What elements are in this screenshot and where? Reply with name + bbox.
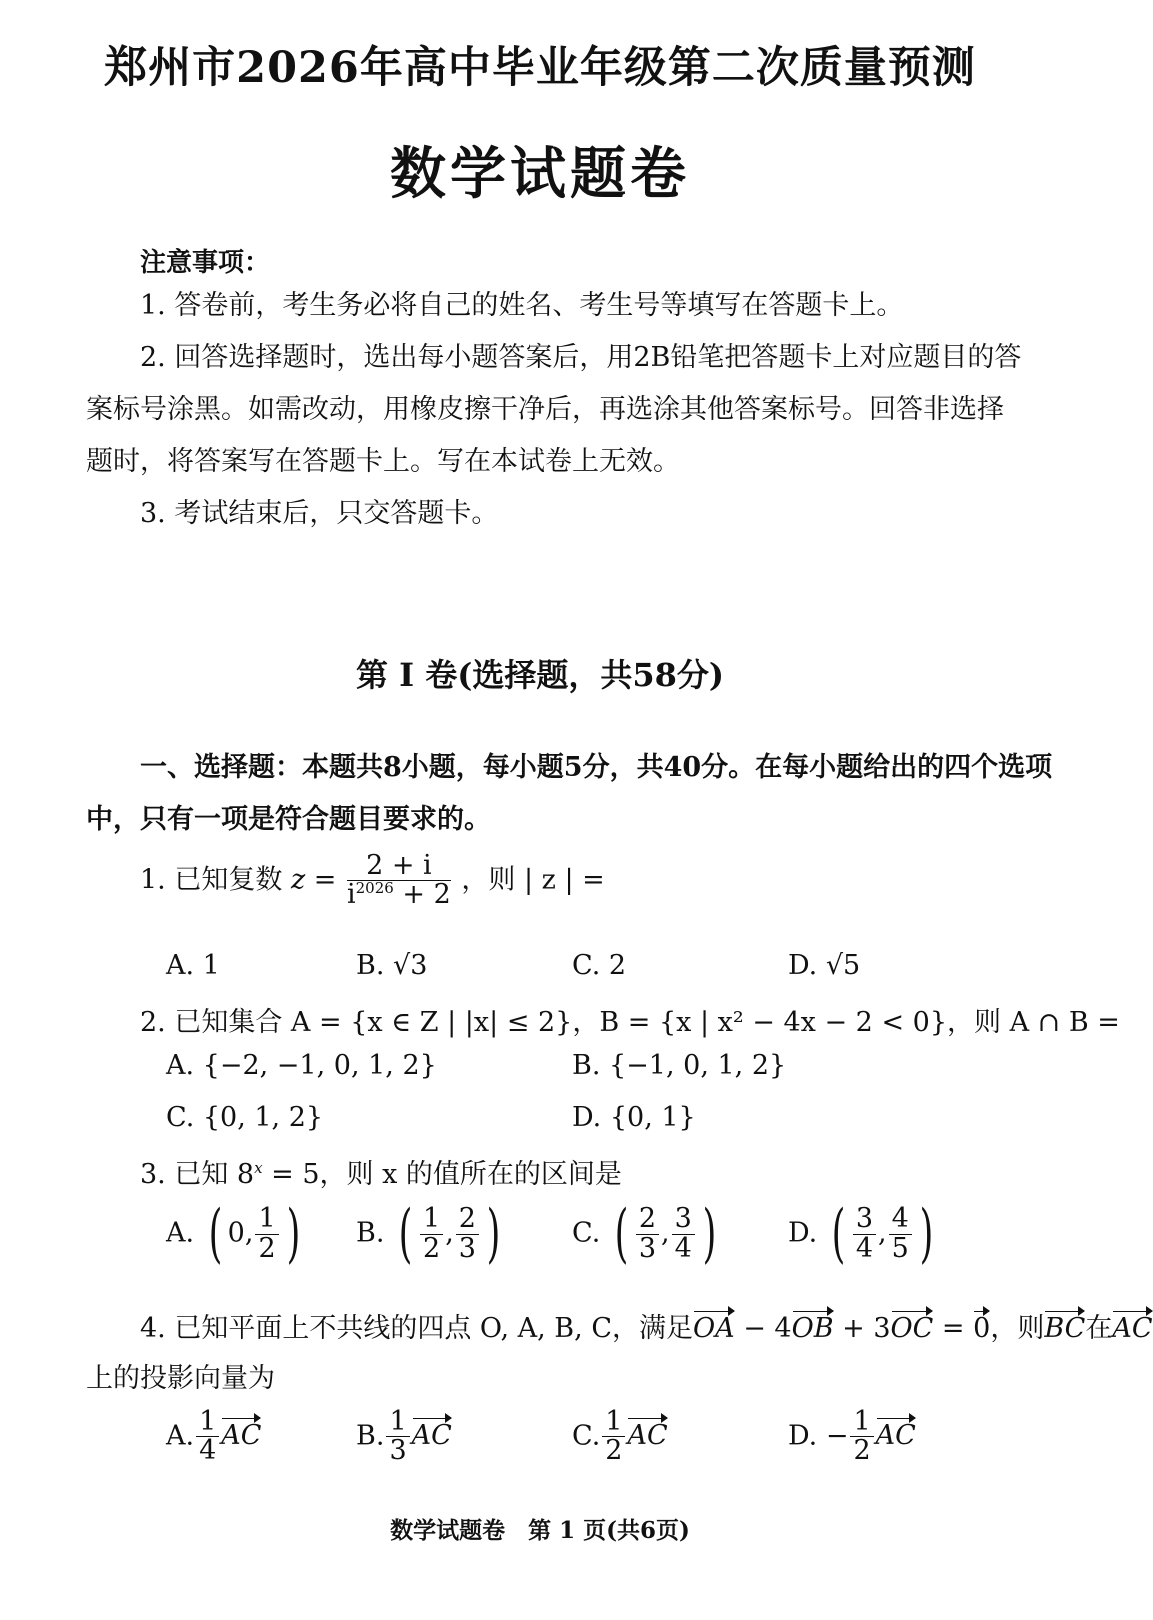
q1-option-a: A. 1 [166, 950, 220, 981]
q1-numerator: 2 + i [347, 852, 451, 881]
q3-c-label: C. [572, 1217, 601, 1249]
vector-oa: OA [692, 1313, 735, 1344]
q3-d-fraction-1 [853, 1205, 876, 1263]
q1-option-b: B. √3 [356, 950, 428, 981]
q4-d-fraction [850, 1408, 873, 1466]
q3-a-left: 0 [227, 1217, 245, 1249]
exam-title: 郑州市2026年高中毕业年级第二次质量预测 [104, 43, 976, 93]
q4-a-fraction [196, 1408, 219, 1466]
q3-b-close-paren: ) [486, 1197, 501, 1271]
q4-c-label: C. [572, 1420, 601, 1452]
question-1 [140, 852, 605, 910]
vector-ac: AC [1112, 1313, 1153, 1344]
q4-option-c [572, 1408, 668, 1466]
q1-den-rest: + 2 [393, 879, 451, 911]
q3-option-a [166, 1197, 306, 1271]
q1-fraction [347, 852, 451, 910]
note-2-line-2: 案标号涂黑。如需改动，用橡皮擦干净后，再选涂其他答案标号。回答非选择 [86, 394, 1004, 425]
q3-b-comma: , [445, 1217, 454, 1249]
note-2-line-1: 2. 回答选择题时，选出每小题答案后，用2B铅笔把答题卡上对应题目的答 [140, 342, 1022, 373]
vector-ob: OB [791, 1313, 834, 1344]
q4-on: 在 [1085, 1313, 1113, 1344]
q3-c-den-1: 3 [638, 1232, 657, 1264]
q3-option-b [356, 1197, 506, 1271]
q3-c-fraction-1 [636, 1205, 659, 1263]
q1-suffix: ，则 | z | = [461, 864, 605, 896]
q3-b-num-2: 2 [456, 1205, 479, 1234]
q3-option-d [788, 1197, 939, 1271]
q4-a-num: 1 [196, 1408, 219, 1437]
q3-d-open-paren: ( [831, 1197, 846, 1271]
q3-a-comma: , [244, 1217, 254, 1249]
q1-denominator [347, 881, 451, 909]
q4-b-fraction [386, 1408, 409, 1466]
page-footer: 数学试题卷 第 1 页(共6页) [390, 1517, 690, 1544]
q2-option-b: B. {−1, 0, 1, 2} [572, 1050, 787, 1081]
q1-var: z [290, 864, 306, 896]
q3-exponent: x [254, 1159, 263, 1177]
question-4-line-2: 上的投影向量为 [86, 1363, 275, 1394]
q3-a-close-paren: ) [286, 1197, 300, 1271]
q3-b-num-1: 1 [420, 1205, 443, 1234]
q1-den-exp: 2026 [355, 879, 394, 898]
q3-a-open-paren: ( [208, 1197, 223, 1271]
q1-den-base: i [346, 879, 356, 911]
q4-b-vector: AC [411, 1420, 452, 1452]
zero-vector: 0 [973, 1313, 991, 1344]
question-3 [140, 1152, 622, 1191]
q4-d-label: D. − [788, 1420, 849, 1452]
q4-option-b [356, 1408, 452, 1466]
q4-plus: + 3 [833, 1313, 891, 1344]
q4-option-a [166, 1408, 261, 1466]
q2-option-d: D. {0, 1} [572, 1102, 696, 1133]
q3-d-fraction-2 [889, 1205, 912, 1263]
q3-c-num-1: 2 [636, 1205, 659, 1234]
q4-c-den: 2 [605, 1435, 623, 1467]
part1-instructions-line-2: 中，只有一项是符合题目要求的。 [86, 804, 491, 835]
q1-prefix: 1. 已知复数 [140, 864, 283, 896]
q4-option-d [788, 1408, 916, 1466]
vector-oc: OC [890, 1313, 934, 1344]
q3-d-close-paren: ) [919, 1197, 934, 1271]
q4-d-den: 2 [853, 1435, 871, 1467]
q3-d-den-2: 5 [891, 1232, 909, 1264]
vector-bc: BC [1044, 1313, 1086, 1344]
q3-c-num-2: 3 [672, 1205, 695, 1234]
part1-instructions-line-1: 一、选择题：本题共8小题，每小题5分，共40分。在每小题给出的四个选项 [140, 752, 1053, 783]
q3-b-fraction-1 [420, 1205, 443, 1263]
q4-b-num: 1 [386, 1408, 409, 1437]
q4-c-num: 1 [602, 1408, 625, 1437]
question-4-line-1 [140, 1306, 1153, 1345]
q3-a-num: 1 [255, 1205, 278, 1234]
q3-d-label: D. [788, 1217, 818, 1249]
q4-d-num: 1 [850, 1408, 873, 1437]
q4-then: ，则 [990, 1313, 1045, 1344]
q3-b-label: B. [356, 1217, 385, 1249]
q3-c-den-2: 4 [674, 1232, 692, 1264]
q4-a-label: A. [166, 1420, 195, 1452]
q4-c-vector: AC [627, 1420, 668, 1452]
q4-c-fraction [602, 1408, 625, 1466]
q3-b-fraction-2 [456, 1205, 479, 1263]
q3-d-den-1: 4 [855, 1232, 874, 1264]
q3-a-label: A. [166, 1217, 195, 1249]
q3-b-open-paren: ( [398, 1197, 413, 1271]
q3-c-open-paren: ( [614, 1197, 629, 1271]
q1-option-d: D. √5 [788, 950, 861, 981]
note-2-line-3: 题时，将答案写在答题卡上。写在本试卷上无效。 [86, 446, 680, 477]
q3-b-den-1: 2 [423, 1232, 441, 1264]
q4-minus: − 4 [734, 1313, 792, 1344]
note-3: 3. 考试结束后，只交答题卡。 [140, 498, 499, 529]
q1-option-c: C. 2 [572, 950, 627, 981]
q4-b-den: 3 [389, 1435, 407, 1467]
q3-c-fraction-2 [672, 1205, 695, 1263]
q1-eq: = [313, 864, 337, 896]
q3-c-close-paren: ) [702, 1197, 717, 1271]
q3-b-den-2: 3 [458, 1232, 476, 1264]
q3-d-num-2: 4 [889, 1205, 912, 1234]
q3-a-den: 2 [258, 1232, 276, 1264]
q4-a-den: 4 [199, 1435, 217, 1467]
q3-stem-suffix: = 5，则 x 的值所在的区间是 [262, 1159, 622, 1190]
q3-c-comma: , [661, 1217, 670, 1249]
note-1: 1. 答卷前，考生务必将自己的姓名、考生号等填写在答题卡上。 [140, 290, 904, 321]
q4-a-vector: AC [221, 1420, 262, 1452]
q4-d-vector: AC [875, 1420, 916, 1452]
q3-d-comma: , [878, 1217, 887, 1249]
section-title: 第 Ⅰ 卷(选择题，共58分) [355, 656, 725, 694]
q2-option-a: A. {−2, −1, 0, 1, 2} [166, 1050, 437, 1081]
q4-b-label: B. [356, 1420, 385, 1452]
q3-d-num-1: 3 [853, 1205, 876, 1234]
q3-option-c [572, 1197, 722, 1271]
q3-a-fraction [255, 1205, 278, 1263]
paper-subtitle: 数学试题卷 [390, 141, 690, 207]
q3-stem-prefix: 3. 已知 8 [140, 1159, 255, 1190]
q4-prefix: 4. 已知平面上不共线的四点 O, A, B, C，满足 [140, 1313, 693, 1344]
notes-heading: 注意事项： [140, 248, 271, 278]
q2-option-c: C. {0, 1, 2} [166, 1102, 324, 1133]
q4-eq: = [933, 1313, 974, 1344]
question-2: 2. 已知集合 A = {x ∈ Z | |x| ≤ 2}，B = {x | x² − 4x − 2 < 0}，则 A ∩ B = [140, 1007, 1120, 1038]
